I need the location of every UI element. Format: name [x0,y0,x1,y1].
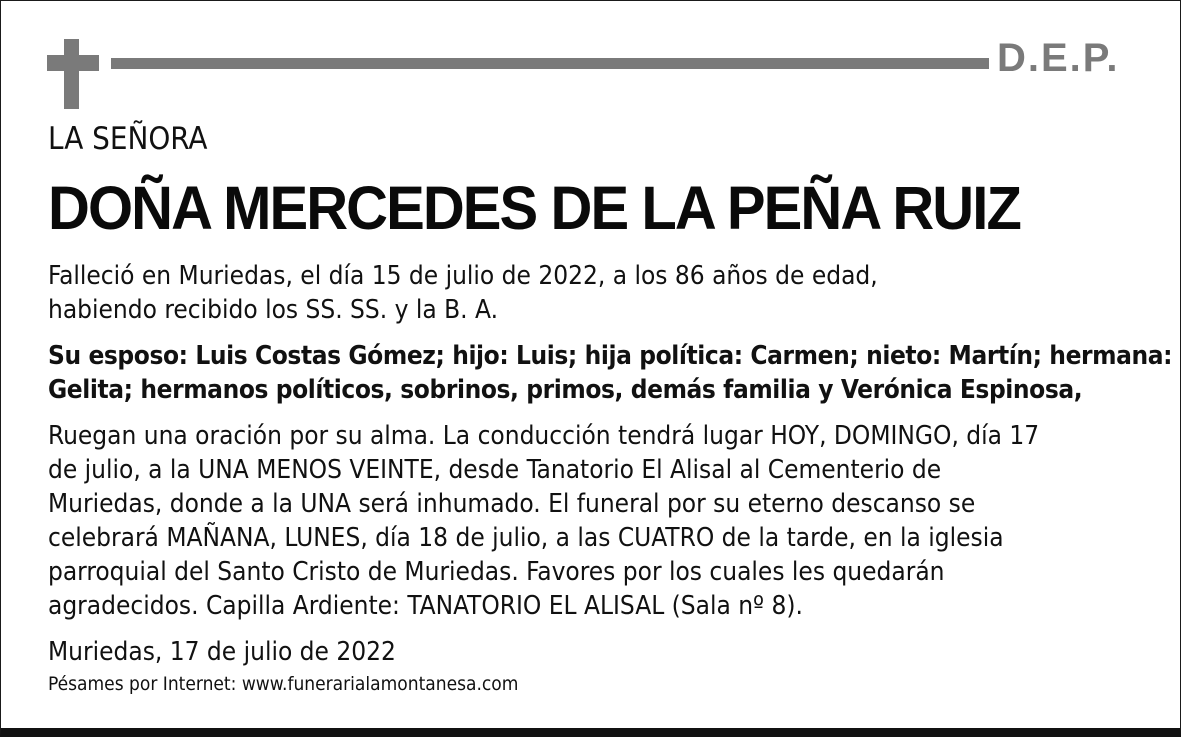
death-info [48,259,878,327]
condolences-website: Pésames por Internet: www.funerarialamontanesa.com [48,673,519,695]
dep-label: D.E.P. [997,36,1120,80]
ceremony-line: agradecidos. Capilla Ardiente: TANATORIO EL ALISAL (Sala nº 8). [48,591,803,621]
ceremony-details [48,419,1039,623]
ceremony-line: de julio, a la UNA MENOS VEINTE, desde Tanatorio El Alisal al Cementerio de [48,455,942,485]
place-date: Muriedas, 17 de julio de 2022 [48,637,396,667]
ceremony-line: Ruegan una oración por su alma. La conducción tendrá lugar HOY, DOMINGO, día 17 [48,421,1040,451]
ceremony-line: Muriedas, donde a la UNA será inhumado. El funeral por su eterno descanso se [48,489,976,519]
family-line: Su esposo: Luis Costas Gómez; hijo: Luis; hija política: Carmen; nieto: Martín; hermana: [48,341,1173,371]
death-info-line: Falleció en Muriedas, el día 15 de julio de 2022, a los 86 años de edad, [48,261,878,291]
deceased-name: DOÑA MERCEDES DE LA PEÑA RUIZ [48,174,1020,242]
family-members [48,339,1172,407]
death-info-line: habiendo recibido los SS. SS. y la B. A. [48,295,498,325]
header-rule [111,58,989,69]
salutation: LA SEÑORA [48,121,208,157]
cross-icon-bar [47,55,99,71]
ceremony-line: parroquial del Santo Cristo de Muriedas. Favores por los cuales les quedarán [48,557,945,587]
ceremony-line: celebrará MAÑANA, LUNES, día 18 de julio, a las CUATRO de la tarde, en la iglesia [48,523,1004,553]
cross-icon [64,39,79,109]
family-line: Gelita; hermanos políticos, sobrinos, primos, demás familia y Verónica Espinosa, [48,375,1083,405]
